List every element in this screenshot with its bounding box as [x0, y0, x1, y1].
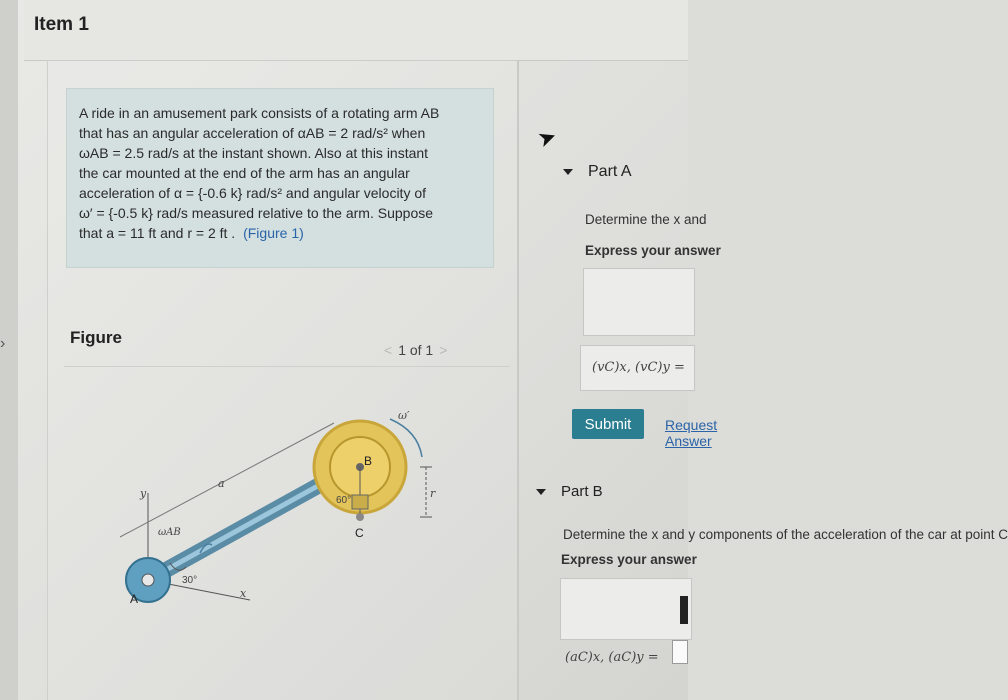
part-a-toggle[interactable] [563, 163, 632, 181]
omega-prime-label: ω′ [398, 409, 410, 422]
part-a-answer-label: (vC)x, (vC)y = [592, 360, 685, 375]
problem-line-last [79, 223, 479, 243]
problem-line: that a = 11 ft and r = 2 ft . [79, 225, 236, 241]
part-b-editor[interactable] [560, 578, 692, 640]
angle-30-label: 30° [182, 575, 198, 586]
figure-link[interactable]: (Figure 1) [243, 225, 304, 241]
point-a-label: A [130, 592, 139, 606]
y-axis-label: y [140, 487, 147, 500]
part-a-prompt: Determine the x and [585, 212, 707, 227]
part-b-heading: Part B [561, 483, 603, 500]
scrollbar-thumb[interactable] [680, 596, 688, 624]
figure-heading: Figure [70, 328, 122, 347]
mouse-pointer-icon: ➤ [534, 122, 560, 153]
part-b-answer-label: (aC)x, (aC)y = [565, 650, 659, 665]
chevron-left-icon[interactable]: < [384, 342, 393, 358]
problem-line: ω′ = {-0.5 k} rad/s measured relative to the arm. Suppose [79, 205, 434, 221]
caret-down-icon [563, 169, 573, 175]
omega-ab-label: ωAB [158, 527, 181, 538]
dimension-line [120, 423, 334, 537]
part-b-instruction: Express your answer [561, 552, 697, 567]
x-axis-label: x [240, 587, 247, 600]
problem-line: that has an angular acceleration of αAB = 2 rad/s² when [79, 125, 426, 141]
part-a-heading: Part A [588, 163, 632, 180]
problem-line: the car mounted at the end of the arm has an angular [79, 165, 410, 181]
figure-divider [64, 366, 510, 367]
part-b-answer-input[interactable] [672, 640, 688, 664]
pivot-pin [142, 574, 154, 586]
angle-60-label: 60° [336, 495, 352, 506]
point-c-marker [356, 513, 364, 521]
submit-button[interactable]: Submit [572, 409, 644, 439]
part-a-editor[interactable] [583, 268, 695, 336]
problem-statement [66, 88, 494, 268]
length-label-a: a [218, 477, 225, 490]
car-seat [352, 495, 368, 509]
item-header [24, 0, 688, 61]
part-b-prompt: Determine the x and y components of the acceleration of the car at point C [563, 527, 1008, 542]
length-label-r: r [430, 487, 436, 500]
figure-diagram [100, 405, 460, 625]
problem-line: ωAB = 2.5 rad/s at the instant shown. Also at this instant [79, 145, 429, 161]
part-b-toggle[interactable] [536, 483, 603, 500]
caret-down-icon [536, 489, 546, 495]
point-c-label: C [355, 526, 364, 540]
problem-text [79, 103, 479, 243]
part-a-instruction: Express your answer [585, 243, 721, 258]
point-b-label: B [364, 454, 373, 468]
figure-pager [378, 342, 453, 358]
pager-text: 1 of 1 [398, 342, 434, 358]
problem-line: acceleration of α = {-0.6 k} rad/s² and angular velocity of [79, 185, 427, 201]
chevron-right-icon[interactable]: › [0, 335, 6, 352]
chevron-right-icon[interactable]: > [439, 342, 448, 358]
page-title: Item 1 [34, 14, 89, 35]
problem-line: A ride in an amusement park consists of a rotating arm AB [79, 105, 440, 121]
request-answer-link[interactable]: Request Answer [665, 417, 718, 449]
